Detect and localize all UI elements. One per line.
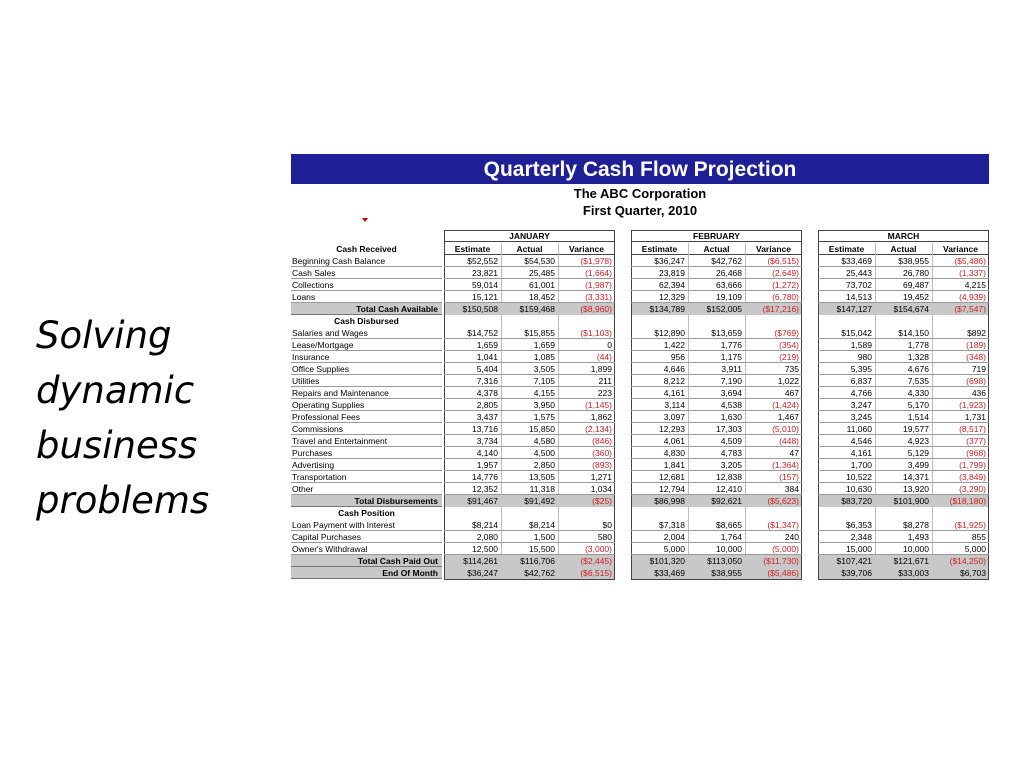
table-cell: (3,331) [585, 292, 612, 302]
total-label: Total Cash Paid Out [291, 555, 442, 567]
row-label: Repairs and Maintenance [291, 387, 442, 399]
total-label: Total Cash Available [291, 303, 442, 315]
table-cell: $107,421 [836, 556, 872, 566]
table-cell: 1,328 [907, 352, 929, 362]
table-cell: $134,789 [649, 304, 685, 314]
table-cell: 12,500 [472, 544, 498, 554]
table-cell: 1,422 [663, 340, 685, 350]
table-cell: 1,575 [533, 412, 555, 422]
table-cell: (448) [779, 436, 799, 446]
report-title: Quarterly Cash Flow Projection [291, 154, 989, 184]
table-cell: 3,437 [476, 412, 498, 422]
table-cell: (157) [779, 472, 799, 482]
table-cell: $36,247 [467, 568, 498, 578]
table-cell: 6,837 [850, 376, 872, 386]
table-cell: 2,348 [850, 532, 872, 542]
table-cell: 467 [784, 388, 799, 398]
table-cell: 26,780 [903, 268, 929, 278]
table-cell: $7,318 [659, 520, 685, 530]
table-cell: ($11,730) [763, 556, 799, 566]
column-header: Variance [558, 243, 615, 255]
table-cell: 12,838 [716, 472, 742, 482]
table-cell: 25,485 [529, 268, 555, 278]
table-cell: 26,468 [716, 268, 742, 278]
table-cell: 12,293 [659, 424, 685, 434]
table-cell: 1,175 [720, 352, 742, 362]
comment-marker [362, 218, 368, 222]
table-cell: 1,957 [476, 460, 498, 470]
table-cell: 61,001 [529, 280, 555, 290]
table-cell: 3,911 [721, 364, 742, 374]
table-cell: 2,004 [663, 532, 685, 542]
table-cell: ($6,515) [580, 568, 612, 578]
table-cell: 4,155 [533, 388, 555, 398]
table-cell: ($17,216) [762, 304, 799, 314]
table-cell: $15,042 [841, 328, 872, 338]
table-cell: 4,830 [663, 448, 685, 458]
table-cell: $52,552 [467, 256, 498, 266]
column-header: Actual [501, 243, 558, 255]
table-cell: $33,469 [841, 256, 872, 266]
table-cell: 1,514 [907, 412, 929, 422]
table-cell: (4,939) [959, 292, 986, 302]
table-cell: (3,000) [585, 544, 612, 554]
table-cell: 4,509 [720, 436, 742, 446]
table-cell: ($5,623) [767, 496, 799, 506]
table-cell: $6,703 [960, 568, 986, 578]
row-label: Capital Purchases [291, 531, 442, 543]
table-cell: ($769) [774, 328, 799, 338]
table-cell: (893) [592, 460, 612, 470]
table-cell: $14,752 [467, 328, 498, 338]
row-label: Travel and Entertainment [291, 435, 442, 447]
table-cell: ($25) [592, 496, 612, 506]
row-label: Office Supplies [291, 363, 442, 375]
table-cell: 4,646 [663, 364, 685, 374]
table-cell: 980 [857, 352, 872, 362]
table-cell: 63,666 [716, 280, 742, 290]
table-cell: 436 [971, 388, 986, 398]
table-cell: ($1,925) [954, 520, 986, 530]
row-label: Commissions [291, 423, 442, 435]
table-cell: (3,849) [959, 472, 986, 482]
table-cell: 3,694 [720, 388, 742, 398]
table-cell: 1,778 [907, 340, 929, 350]
table-cell: 15,850 [529, 424, 555, 434]
table-cell: $8,665 [716, 520, 742, 530]
table-cell: $0 [602, 520, 612, 530]
table-cell: 4,676 [907, 364, 929, 374]
table-cell: 12,329 [659, 292, 685, 302]
table-cell: 4,923 [907, 436, 929, 446]
table-cell: 4,378 [476, 388, 498, 398]
table-cell: 5,395 [850, 364, 872, 374]
table-cell: 5,000 [964, 544, 986, 554]
table-cell: 4,783 [720, 448, 742, 458]
table-cell: $113,050 [707, 556, 742, 566]
row-label: Utilities [291, 375, 442, 387]
table-cell: (846) [592, 436, 612, 446]
table-cell: ($7,547) [954, 304, 986, 314]
table-cell: ($2,445) [580, 556, 612, 566]
table-cell: 1,493 [907, 532, 929, 542]
table-cell: $33,469 [654, 568, 685, 578]
table-cell: 3,734 [476, 436, 498, 446]
month-header: JANUARY [444, 230, 615, 242]
table-cell: 211 [598, 376, 612, 386]
table-cell: 8,212 [663, 376, 685, 386]
table-cell: $91,492 [524, 496, 555, 506]
table-cell: $92,621 [711, 496, 742, 506]
table-cell: 1,467 [777, 412, 799, 422]
table-cell: (1,987) [585, 280, 612, 290]
table-cell: 1,841 [663, 460, 685, 470]
table-cell: 5,129 [907, 448, 929, 458]
table-cell: 1,731 [964, 412, 986, 422]
table-cell: $101,900 [893, 496, 929, 506]
table-cell: (1,145) [585, 400, 612, 410]
table-cell: 12,681 [659, 472, 685, 482]
table-cell: (1,272) [772, 280, 799, 290]
table-cell: ($14,250) [949, 556, 986, 566]
table-cell: 5,404 [476, 364, 498, 374]
section-header: Cash Disbursed [334, 316, 399, 326]
table-cell: $12,890 [654, 328, 685, 338]
column-header: Estimate [818, 243, 875, 255]
table-cell: $8,214 [529, 520, 555, 530]
row-label: Beginning Cash Balance [291, 255, 442, 267]
table-cell: 5,170 [907, 400, 929, 410]
table-cell: 7,105 [533, 376, 555, 386]
row-label: Advertising [291, 459, 442, 471]
table-cell: $101,320 [649, 556, 685, 566]
table-cell: 384 [784, 484, 799, 494]
table-cell: (219) [779, 352, 799, 362]
table-cell: 25,443 [846, 268, 872, 278]
table-cell: 47 [789, 448, 799, 458]
table-cell: 1,034 [590, 484, 612, 494]
table-cell: 15,000 [846, 544, 872, 554]
table-cell: 10,522 [846, 472, 872, 482]
table-cell: 11,318 [529, 484, 555, 494]
table-cell: 1,041 [476, 352, 498, 362]
table-cell: $159,468 [519, 304, 555, 314]
caption-line: business [36, 424, 198, 467]
table-cell: $147,127 [836, 304, 872, 314]
table-cell: (360) [592, 448, 612, 458]
row-label: Operating Supplies [291, 399, 442, 411]
table-cell: $152,005 [706, 304, 742, 314]
month-header: FEBRUARY [631, 230, 802, 242]
table-cell: 13,505 [529, 472, 555, 482]
row-label: Professional Fees [291, 411, 442, 423]
total-label: End Of Month [291, 567, 442, 579]
table-cell: 1,659 [476, 340, 498, 350]
table-cell: $6,353 [846, 520, 872, 530]
table-cell: 19,577 [903, 424, 929, 434]
table-cell: $91,467 [467, 496, 498, 506]
table-cell: 4,580 [533, 436, 555, 446]
table-cell: $42,762 [524, 568, 555, 578]
table-cell: (348) [966, 352, 986, 362]
table-cell: 1,022 [777, 376, 799, 386]
table-cell: 2,850 [533, 460, 555, 470]
table-cell: 10,630 [846, 484, 872, 494]
table-cell: ($1,103) [580, 328, 612, 338]
table-cell: 15,500 [529, 544, 555, 554]
table-cell: 2,805 [476, 400, 498, 410]
table-cell: (189) [966, 340, 986, 350]
row-label: Collections [291, 279, 442, 291]
table-cell: 59,014 [472, 280, 498, 290]
table-cell: (968) [966, 448, 986, 458]
table-cell: 19,452 [903, 292, 929, 302]
table-cell: 4,161 [663, 388, 685, 398]
table-cell: 4,161 [850, 448, 872, 458]
table-cell: 5,000 [663, 544, 685, 554]
table-cell: $13,659 [711, 328, 742, 338]
table-cell: $15,855 [524, 328, 555, 338]
table-cell: ($1,347) [767, 520, 799, 530]
table-cell: 3,114 [664, 400, 685, 410]
table-cell: (8,517) [959, 424, 986, 434]
table-cell: 1,700 [850, 460, 872, 470]
table-cell: 3,505 [533, 364, 555, 374]
row-label: Insurance [291, 351, 442, 363]
table-cell: 7,535 [907, 376, 929, 386]
table-cell: 1,589 [850, 340, 872, 350]
table-cell: (2,649) [772, 268, 799, 278]
row-label: Loan Payment with Interest [291, 519, 442, 531]
table-cell: 15,121 [472, 292, 498, 302]
table-cell: $8,214 [472, 520, 498, 530]
column-header: Variance [932, 243, 989, 255]
table-cell: 12,410 [716, 484, 742, 494]
table-cell: $38,955 [711, 568, 742, 578]
table-cell: (377) [966, 436, 986, 446]
table-cell: (5,010) [772, 424, 799, 434]
table-cell: 10,000 [903, 544, 929, 554]
table-cell: $38,955 [898, 256, 929, 266]
table-cell: $121,671 [893, 556, 929, 566]
table-cell: 7,316 [476, 376, 498, 386]
table-cell: ($1,978) [580, 256, 612, 266]
section-header: Cash Received [336, 244, 397, 254]
row-label: Lease/Mortgage [291, 339, 442, 351]
table-cell: 956 [670, 352, 685, 362]
table-cell: 12,352 [472, 484, 498, 494]
row-label: Salaries and Wages [291, 327, 442, 339]
table-cell: (2,134) [585, 424, 612, 434]
table-cell: 7,190 [720, 376, 742, 386]
table-cell: 1,899 [590, 364, 612, 374]
row-label: Purchases [291, 447, 442, 459]
table-cell: (6,780) [772, 292, 799, 302]
row-label: Loans [291, 291, 442, 303]
table-cell: (5,000) [772, 544, 799, 554]
table-cell: 4,500 [533, 448, 555, 458]
table-cell: (1,424) [772, 400, 799, 410]
slide-caption [36, 308, 236, 528]
table-cell: 18,452 [529, 292, 555, 302]
table-cell: 14,776 [472, 472, 498, 482]
table-cell: 3,499 [907, 460, 929, 470]
table-cell: $42,762 [711, 256, 742, 266]
table-cell: $33,003 [898, 568, 929, 578]
table-cell: 855 [971, 532, 986, 542]
table-cell: 4,061 [663, 436, 685, 446]
table-cell: (698) [966, 376, 986, 386]
table-cell: $150,508 [462, 304, 498, 314]
table-cell: 4,215 [964, 280, 986, 290]
report-period: First Quarter, 2010 [582, 203, 698, 218]
month-header: MARCH [818, 230, 989, 242]
table-cell: 13,920 [903, 484, 929, 494]
table-cell: 10,000 [716, 544, 742, 554]
table-cell: 4,766 [850, 388, 872, 398]
company-name: The ABC Corporation [573, 186, 707, 201]
table-cell: 223 [597, 388, 612, 398]
table-cell: 19,109 [716, 292, 742, 302]
table-cell: 11,060 [846, 424, 872, 434]
row-label: Owner's Withdrawal [291, 543, 442, 555]
caption-line: dynamic [36, 369, 195, 412]
column-header: Estimate [631, 243, 688, 255]
table-cell: 3,245 [850, 412, 872, 422]
table-cell: 69,487 [903, 280, 929, 290]
table-cell: 1,500 [533, 532, 555, 542]
caption-line: Solving [36, 314, 172, 357]
table-cell: ($6,515) [767, 256, 799, 266]
total-label: Total Disbursements [291, 495, 442, 507]
table-cell: $54,530 [524, 256, 555, 266]
table-cell: $86,998 [654, 496, 685, 506]
table-cell: $39,706 [841, 568, 872, 578]
table-cell: 0 [607, 340, 612, 350]
table-cell: 1,659 [533, 340, 555, 350]
table-cell: 1,764 [720, 532, 742, 542]
table-cell: 735 [784, 364, 799, 374]
table-cell: 3,950 [533, 400, 555, 410]
table-cell: 4,140 [476, 448, 498, 458]
table-cell: 2,080 [476, 532, 498, 542]
table-cell: 580 [597, 532, 612, 542]
table-cell: (354) [779, 340, 799, 350]
table-cell: 14,371 [903, 472, 929, 482]
table-cell: 3,205 [720, 460, 742, 470]
row-label: Other [291, 483, 442, 495]
table-cell: 62,394 [659, 280, 685, 290]
table-cell: 13,716 [472, 424, 498, 434]
table-cell: ($5,486) [954, 256, 986, 266]
table-cell: $83,720 [841, 496, 872, 506]
table-cell: ($8,960) [580, 304, 612, 314]
row-label: Transportation [291, 471, 442, 483]
table-cell: 1,271 [590, 472, 612, 482]
table-cell: $154,674 [893, 304, 929, 314]
table-cell: $8,278 [903, 520, 929, 530]
table-cell: 240 [784, 532, 799, 542]
table-cell: 1,862 [590, 412, 612, 422]
column-header: Actual [688, 243, 745, 255]
table-cell: (1,799) [959, 460, 986, 470]
column-header: Estimate [444, 243, 501, 255]
section-header: Cash Position [338, 508, 395, 518]
table-cell: (1,664) [585, 268, 612, 278]
table-cell: 73,702 [846, 280, 872, 290]
table-cell: 23,819 [659, 268, 685, 278]
table-cell: $14,150 [898, 328, 929, 338]
table-cell: $114,261 [463, 556, 498, 566]
table-cell: 3,097 [663, 412, 685, 422]
table-cell: (3,290) [959, 484, 986, 494]
table-cell: (1,337) [959, 268, 986, 278]
table-cell: ($18,180) [949, 496, 986, 506]
table-cell: 12,794 [659, 484, 685, 494]
table-cell: 17,303 [716, 424, 742, 434]
table-cell: 4,546 [850, 436, 872, 446]
column-header: Variance [745, 243, 802, 255]
table-cell: 3,247 [850, 400, 872, 410]
table-cell: 4,538 [720, 400, 742, 410]
table-cell: 4,330 [907, 388, 929, 398]
table-cell: 1,630 [720, 412, 742, 422]
table-cell: (1,923) [959, 400, 986, 410]
table-cell: 23,821 [472, 268, 498, 278]
table-cell: (44) [596, 352, 612, 362]
table-cell: ($5,486) [767, 568, 799, 578]
table-cell: $36,247 [654, 256, 685, 266]
table-cell: 1,085 [533, 352, 555, 362]
table-cell: $892 [967, 328, 986, 338]
table-cell: 1,776 [720, 340, 742, 350]
caption-line: problems [36, 479, 210, 522]
table-cell: 14,513 [846, 292, 872, 302]
table-cell: (1,364) [772, 460, 799, 470]
column-header: Actual [875, 243, 932, 255]
row-label: Cash Sales [291, 267, 442, 279]
table-cell: 719 [971, 364, 986, 374]
table-cell: $116,706 [520, 556, 555, 566]
